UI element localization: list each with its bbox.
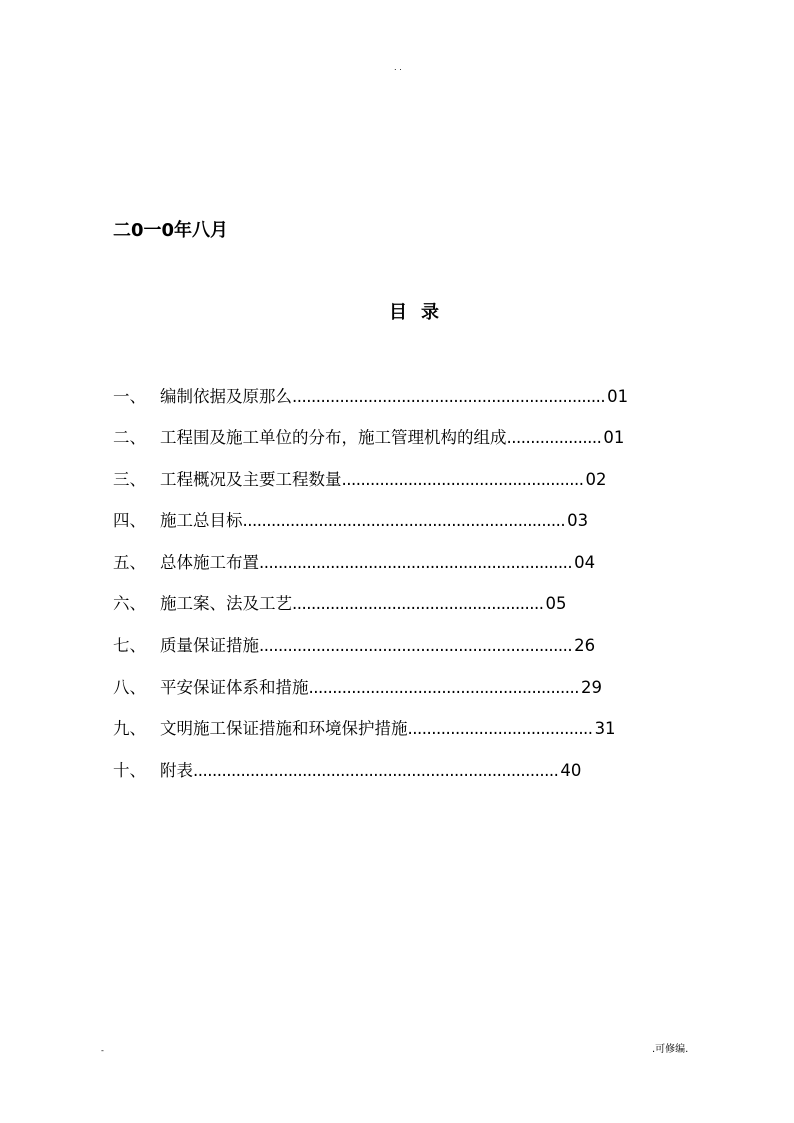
- toc-entry-number: 九、: [113, 719, 146, 738]
- toc-leader-dots: ..................................................................: [292, 387, 606, 406]
- toc-leader-dots: .......................................: [407, 719, 593, 738]
- toc-leader-dots: ..................................................................: [259, 553, 573, 572]
- toc-entry-title: 附表: [160, 761, 193, 780]
- toc-entry-page: 31: [594, 719, 616, 738]
- toc-entry-page: 01: [607, 387, 629, 406]
- toc-title-char-2: 录: [421, 302, 439, 323]
- toc-entry-title: 工程概况及主要工程数量: [160, 470, 342, 489]
- toc-entry-page: 26: [574, 636, 596, 655]
- toc-entry-number: 三、: [113, 470, 146, 489]
- toc-entry-page: 02: [585, 470, 607, 489]
- toc-entry-number: 七、: [113, 636, 146, 655]
- toc-entry-page: 29: [580, 678, 602, 697]
- toc-entry-title: 工程围及施工单位的分布，施工管理机构的组成: [160, 428, 507, 447]
- toc-entry-title: 编制依据及原那么: [160, 387, 292, 406]
- toc-entry-number: 十、: [113, 761, 146, 780]
- footer-left-mark: -: [101, 1046, 104, 1055]
- header-mark: . .: [394, 63, 402, 72]
- toc-leader-dots: ....................................................................: [242, 511, 566, 530]
- document-date: 二0一0年八月: [113, 220, 229, 241]
- toc-entry-number: 四、: [113, 511, 146, 530]
- toc-entry-page: 05: [545, 594, 567, 613]
- toc-entry-page: 03: [567, 511, 589, 530]
- toc-entry-number: 二、: [113, 428, 146, 447]
- toc-title: [389, 301, 439, 325]
- toc-entry-title: 总体施工布置: [160, 553, 259, 572]
- toc-entry-title: 平安保证体系和措施: [160, 678, 309, 697]
- toc-entry-number: 六、: [113, 594, 146, 613]
- toc-entry-page: 40: [560, 761, 582, 780]
- toc-entry-number: 八、: [113, 678, 146, 697]
- toc-entry-title: 质量保证措施: [160, 636, 259, 655]
- toc-leader-dots: .....................................................: [292, 594, 544, 613]
- footer-right-text: .可修编.: [652, 1044, 689, 1055]
- toc-entry-number: 一、: [113, 387, 146, 406]
- toc-entry-page: 04: [574, 553, 596, 572]
- toc-leader-dots: .............................................................................: [193, 761, 559, 780]
- toc-entry-number: 五、: [113, 553, 146, 572]
- toc-entry-title: 文明施工保证措施和环境保护措施: [160, 719, 408, 738]
- toc-leader-dots: .........................................................: [308, 678, 579, 697]
- toc-entry-title: 施工总目标: [160, 511, 243, 530]
- toc-entry-page: 01: [603, 428, 625, 447]
- toc-leader-dots: ..................................................................: [259, 636, 573, 655]
- toc-leader-dots: ....................: [506, 428, 602, 447]
- toc-entry-title: 施工案、法及工艺: [160, 594, 292, 613]
- toc-title-char-1: 目: [389, 302, 407, 323]
- toc-leader-dots: ...................................................: [341, 470, 584, 489]
